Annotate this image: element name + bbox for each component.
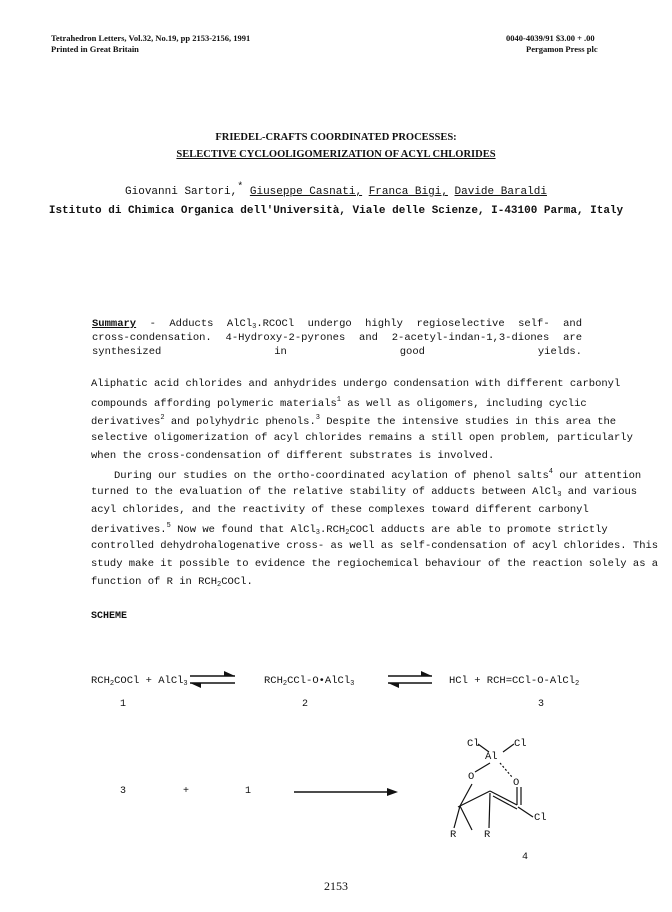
summary-line-1: Summary - Adducts AlCl$_3$.RCOCl undergo highly regioselective self- and bbox=[92, 318, 582, 331]
reaction-arrow bbox=[294, 788, 398, 796]
paper-title-line-1: FRIEDEL-CRAFTS COORDINATED PROCESSES: bbox=[215, 132, 457, 143]
author-casnati: Giuseppe Casnati, bbox=[249, 186, 363, 198]
reactant-1-ref: 1 bbox=[245, 786, 252, 797]
compound-number-3: 3 bbox=[538, 699, 545, 710]
publisher: Pergamon Press plc bbox=[526, 44, 598, 54]
compound-number-4: 4 bbox=[522, 852, 529, 863]
author-baraldi: Davide Baraldi bbox=[454, 186, 547, 198]
reactant-1: $RCH_2COCl$ + AlCl$_3$ bbox=[91, 675, 188, 688]
para2-line-3: acyl chlorides, and the reactivity of these complexes toward different carbonyl bbox=[91, 504, 589, 516]
para2-line-6: study make it possible to evidence the regiochemical behaviour of the reaction solely as a bbox=[91, 558, 659, 570]
author-bigi: Franca Bigi, bbox=[368, 186, 448, 198]
atom-al: Al bbox=[485, 751, 498, 763]
para2-line-1: During our studies on the ortho-coordinated acylation of phenol salts$^4$ our attention bbox=[114, 468, 642, 482]
affiliation: Istituto di Chimica Organica dell'Università, Viale delle Scienze, I-43100 Parma, Italy bbox=[48, 205, 624, 217]
author-sartori: Giovanni Sartori, bbox=[125, 186, 238, 198]
para2-line-4: derivatives.$^5$ Now we found that $AlCl_3.RCH_2COCl$ adducts are able to promote strictly bbox=[91, 522, 608, 537]
para1-line-5: when the cross-condensation of different substrates is involved. bbox=[91, 450, 495, 462]
atom-cl-left: Cl bbox=[467, 738, 480, 750]
adduct-2: $RCH_2CCl-O•AlCl_3$ bbox=[264, 675, 355, 688]
page-number: 2153 bbox=[324, 879, 348, 893]
atom-cl-right: Cl bbox=[514, 738, 527, 750]
corresponding-author-mark: * bbox=[237, 182, 244, 193]
issn-price: 0040-4039/91 $3.00 + .00 bbox=[506, 33, 595, 43]
atom-r-right: R bbox=[484, 829, 491, 841]
plus-sign: + bbox=[183, 786, 190, 797]
para2-line-5: controlled dehydrohalogenative cross- as well as self-condensation of acyl chlorides. This bbox=[91, 540, 659, 552]
paper-title-line-2: SELECTIVE CYCLOOLIGOMERIZATION OF ACYL CHLORIDES bbox=[176, 149, 496, 160]
atom-o-left: O bbox=[468, 771, 475, 783]
compound-number-1: 1 bbox=[120, 699, 127, 710]
scheme-label: SCHEME bbox=[91, 611, 128, 622]
para1-line-3: derivatives$^2$ and polyhydric phenols.$^3$ Despite the intensive studies in this area the bbox=[91, 414, 617, 428]
para2-line-2: turned to the evaluation of the relative stability of adducts between AlCl$_3$ and various bbox=[91, 486, 638, 499]
reactant-3: 3 bbox=[120, 786, 127, 797]
para1-line-4: selective oligomerization of acyl chlorides remains a still open problem, particularly bbox=[91, 432, 633, 444]
summary-label: Summary bbox=[92, 318, 137, 330]
summary-line-3: synthesized in good yields. bbox=[92, 346, 582, 358]
equilibrium-arrow-1 bbox=[190, 671, 235, 688]
journal-citation: Tetrahedron Letters, Vol.32, No.19, pp 2153-2156, 1991 bbox=[51, 33, 251, 43]
atom-cl-acyl: Cl bbox=[534, 812, 547, 824]
compound-number-2: 2 bbox=[302, 699, 309, 710]
para1-line-1: Aliphatic acid chlorides and anhydrides undergo condensation with different carbonyl bbox=[91, 378, 621, 390]
para2-line-7: function of R in $RCH_2COCl$. bbox=[91, 576, 253, 589]
atom-o-right: O bbox=[513, 777, 520, 789]
para1-line-2: compounds affording polymeric materials$^1$ as well as oligomers, including cyclic bbox=[91, 396, 587, 410]
enolate-3: HCl + RCH=CCl-O-AlCl$_2$ bbox=[449, 675, 580, 688]
atom-r-left: R bbox=[450, 829, 457, 841]
printed-in: Printed in Great Britain bbox=[51, 44, 139, 54]
equilibrium-arrow-2 bbox=[388, 671, 432, 688]
summary-line-2: cross-condensation. 4-Hydroxy-2-pyrones and 2-acetyl-indan-1,3-diones are bbox=[92, 332, 582, 344]
